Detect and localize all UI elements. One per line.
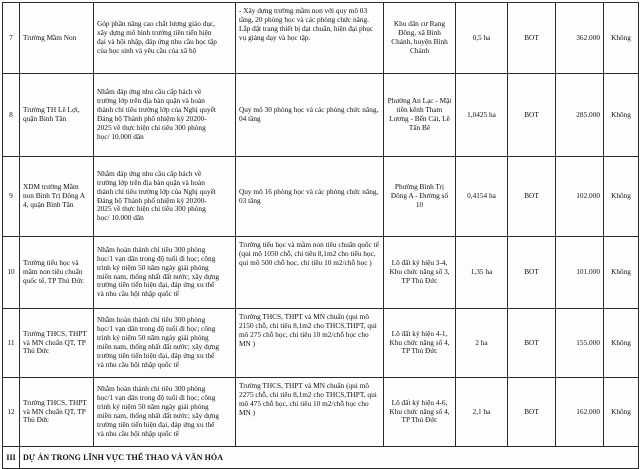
project-goal (94, 237, 236, 309)
goal-line: trường lớp trên địa bàn quận và hoàn (97, 96, 205, 106)
investment-form: BOT (508, 237, 556, 309)
goal-line: Góp phần nâng cao chất lượng giáo dục, (97, 19, 216, 29)
row-number: 11 (3, 309, 20, 378)
project-name: Trường TH Lê Lợi, quận Bình Tân (20, 74, 94, 157)
project-name: Trường Mầm Non (20, 3, 94, 74)
goal-line: xây dựng mô hình trường tiên tiến hiện (97, 28, 212, 38)
goal-line: Đảng bộ Thành phố nhiệm kỳ 20200- (97, 114, 207, 123)
project-location: Phường Bình Trị Đông A - Đường số 10 (384, 157, 456, 237)
goal-line: miền nam, thống nhất đất nước; xây dựng (97, 342, 220, 351)
project-location: Phường An Lạc - Mặt tiền kênh Tham Lương - Bến Cát, Lê Tấn Bê (384, 74, 456, 157)
project-name: Trường THCS, THPT và MN chuẩn QT, TP Thủ Đức (20, 378, 94, 447)
project-goal (94, 3, 236, 74)
goal-line: Nhằm đáp ứng nhu cầu cấp bách về (97, 87, 202, 97)
project-goal (94, 157, 236, 237)
goal-line: Đảng bộ Thành phố nhiệm kỳ 20200- (97, 195, 207, 205)
project-location: Lô đất ký hiệu 4-1, Khu chức năng số 4, TP Thủ Đức (384, 309, 456, 378)
project-scale: Trường THCS, THPT và MN chuẩn (qui mô 2150 chỗ, chỉ tiêu 8,1m2 cho THCS,THPT, qui mô 275 chỗ học, chỉ tiêu 10 m2/chỗ học cho MN ) (236, 309, 384, 378)
goal-line: trường lớp trên địa bàn quận và hoàn (97, 177, 205, 187)
goal-line: 2025 về thực hiện chỉ tiêu 300 phòng (97, 122, 206, 132)
project-scale: - Xây dựng trường mầm non với quy mô 03 tầng, 20 phòng học và các phòng chức năng. Lắp đặt trang thiết bị đạt chuẩn, hiện đại phục vụ giảng dạy và học tập. (236, 3, 384, 74)
investment-form: BOT (508, 74, 556, 157)
investment-cost: 102.000 (556, 157, 604, 237)
project-scale: Quy mô 16 phòng học và các phòng chức năng, 03 tầng (236, 157, 384, 237)
table-row (3, 74, 639, 157)
goal-line: Nhằm hoàn thành chỉ tiêu 300 phòng (97, 244, 206, 254)
project-scale: Trường tiểu học và mầm non tiêu chuẩn quốc tế (qui mô 1050 chỗ, chỉ tiêu 8,1m2 cho tiểu học, qui mô 500 chỗ học, chỉ tiêu 10 m2/chỗ học ) (236, 237, 384, 309)
investment-cost: 362.000 (556, 3, 604, 74)
row-number: 9 (3, 157, 20, 237)
section-title: DỰ ÁN TRONG LĨNH VỰC THỂ THAO VÀ VĂN HÓA (20, 447, 639, 469)
investment-cost: 285.000 (556, 74, 604, 157)
investment-form: BOT (508, 157, 556, 237)
project-location: Lô đất ký hiệu 4-6, Khu chức năng số 4, TP Thủ Đức (384, 378, 456, 447)
investment-form: BOT (508, 309, 556, 378)
project-scale: Quy mô 30 phòng học và các phòng chức năng, 04 tầng (236, 74, 384, 157)
table-row (3, 378, 639, 447)
project-area: 1,0425 ha (456, 74, 508, 157)
goal-line: Nhằm hoàn thành chỉ tiêu 300 phòng (97, 384, 206, 394)
row-number: 8 (3, 74, 20, 157)
investment-cost: 101.000 (556, 237, 604, 309)
row-number: 12 (3, 378, 20, 447)
table-row (3, 157, 639, 237)
investment-form: BOT (508, 3, 556, 74)
land-status: Không (604, 378, 639, 447)
goal-line: và nhu cầu hội nhập quốc tế (97, 428, 179, 438)
land-status: Không (604, 3, 639, 74)
project-area: 0,5 ha (456, 3, 508, 74)
project-goal (94, 378, 236, 447)
project-scale: Trường THCS, THPT và MN chuẩn (qui mô 2275 chỗ, chỉ tiêu 8,1m2 cho THCS,THPT, qui mô 475 chỗ học, chỉ tiêu 10 m2/chỗ học cho MN ) (236, 378, 384, 447)
goal-line: trình kỷ niệm 50 năm ngày giải phóng (97, 333, 209, 343)
project-goal (94, 309, 236, 378)
goal-line: học/ 10.000 dân (97, 131, 144, 141)
investment-cost: 155.000 (556, 309, 604, 378)
goal-line: Nhằm hoàn thành chỉ tiêu 300 phòng (97, 315, 206, 325)
goal-line: miền nam, thống nhất đất nước; xây dựng (97, 271, 220, 281)
goal-line: và nhu cầu hội nhập quốc tế (97, 359, 179, 369)
table-row (3, 309, 639, 378)
table-row (3, 3, 639, 74)
project-name: XDM trường Mầm non Bình Trị Đông A 4, quận Bình Tân (20, 157, 94, 237)
project-location: Lô đất ký hiệu 3-4, Khu chức năng số 3, TP Thủ Đức (384, 237, 456, 309)
goal-line: đại và hội nhập, đáp ứng nhu cầu học tập (97, 37, 217, 46)
project-area: 0,4154 ha (456, 157, 508, 237)
goal-line: trường tiên tiến hiện đại, đáp ứng xu thế (97, 419, 215, 429)
project-goal (94, 74, 236, 157)
land-status: Không (604, 237, 639, 309)
goal-line: học/1 vạn dân trong độ tuổi đi học; công (97, 393, 216, 403)
project-area: 2,1 ha (456, 378, 508, 447)
goal-line: trường tiên tiến hiện đại, đáp ứng xu thế (97, 280, 215, 290)
goal-line: thành chỉ tiêu trường lớp của Nghị quyết (97, 105, 216, 115)
table-body (3, 3, 639, 469)
goal-line: miền nam, thống nhất đất nước; xây dựng (97, 411, 220, 420)
project-area: 1,35 ha (456, 237, 508, 309)
project-area: 2 ha (456, 309, 508, 378)
projects-table (2, 2, 639, 469)
project-name: Trường tiểu học và mầm non tiêu chuẩn quốc tế, TP Thủ Đức (20, 237, 94, 309)
section-number: III (3, 447, 20, 469)
goal-line: của học sinh và yêu cầu của xã hộ (97, 45, 197, 55)
investment-cost: 162.000 (556, 378, 604, 447)
section-header-row (3, 447, 639, 469)
row-number: 7 (3, 3, 20, 74)
land-status: Không (604, 74, 639, 157)
goal-line: học/1 vạn dân trong độ tuổi đi học; công (97, 253, 216, 263)
project-location: Khu dân cư Rạng Đông, xã Bình Chánh, huyện Bình Chánh (384, 3, 456, 74)
land-status: Không (604, 309, 639, 378)
goal-line: trường tiên tiến hiện đại, đáp ứng xu thế (97, 350, 215, 360)
goal-line: thành chỉ tiêu trường lớp của Nghị quyết (97, 186, 216, 196)
project-name: Trường THCS, THPT và MN chuẩn QT, TP Thủ Đức (20, 309, 94, 378)
goal-line: và nhu cầu hội nhập quốc tế (97, 289, 179, 299)
land-status: Không (604, 157, 639, 237)
goal-line: trình kỷ niệm 50 năm ngày giải phóng (97, 402, 209, 412)
goal-line: học/ 10.000 dân (97, 213, 144, 223)
goal-line: trình kỷ niệm 50 năm ngày giải phóng (97, 262, 209, 272)
goal-line: học/1 vạn dân trong độ tuổi đi học; công (97, 324, 216, 334)
table-row (3, 237, 639, 309)
row-number: 10 (3, 237, 20, 309)
goal-line: Nhằm đáp ứng nhu cầu cấp bách về (97, 168, 202, 178)
investment-form: BOT (508, 378, 556, 447)
goal-line: 2025 về thực hiện chỉ tiêu 300 phòng (97, 204, 206, 214)
